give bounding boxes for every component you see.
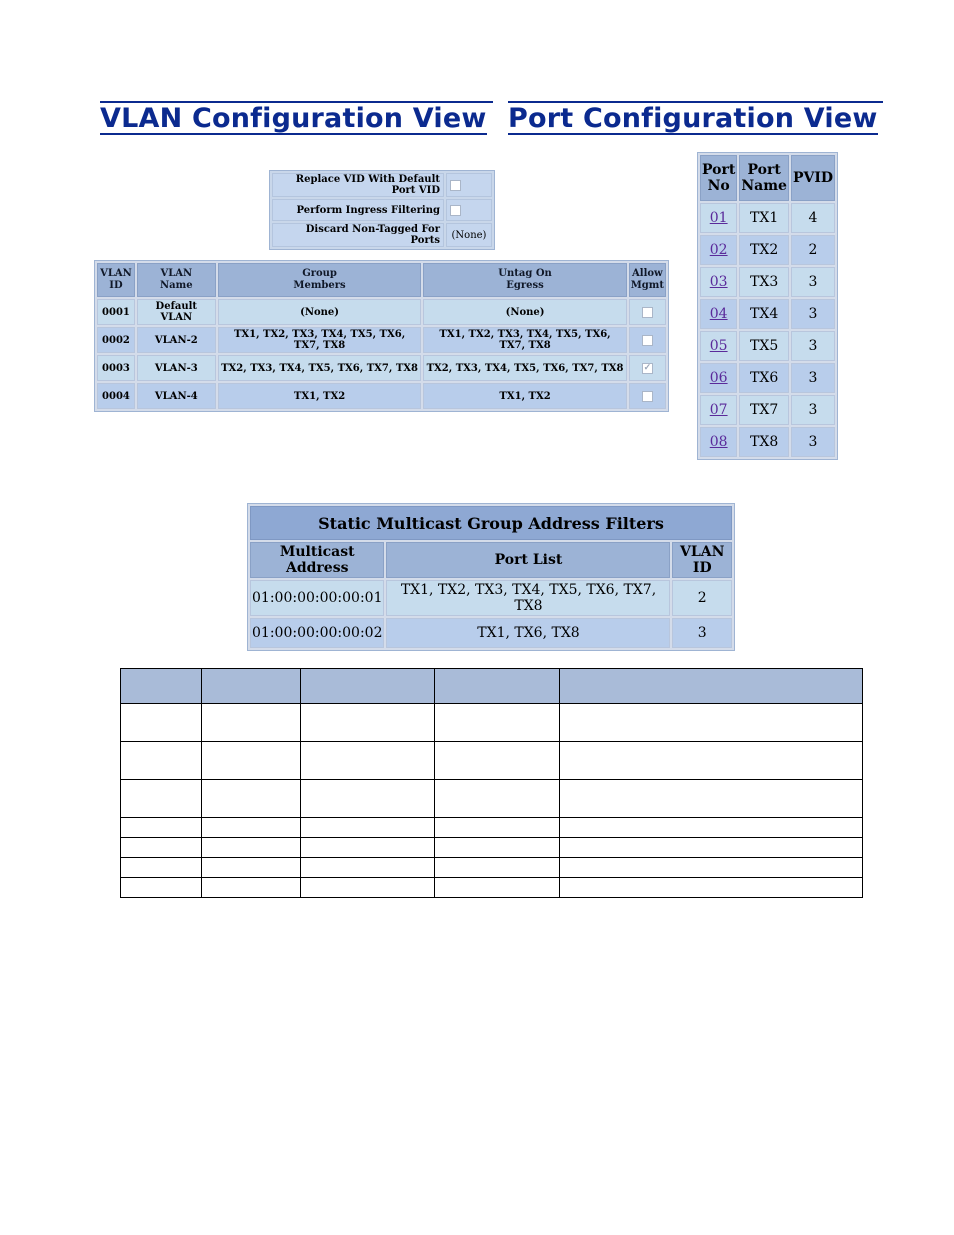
port-no-cell [700,235,737,265]
port-link[interactable]: 01 [709,210,728,226]
blank-row [121,838,863,858]
vlan-row[interactable] [97,383,666,409]
port-link[interactable]: 04 [709,306,728,322]
multicast-vlan-id: 3 [672,618,732,648]
allow-mgmt-checkbox[interactable] [642,307,653,318]
replace-vid-checkbox[interactable] [450,180,461,191]
port-pvid: 3 [791,395,835,425]
blank-row [121,858,863,878]
port-name: TX4 [739,299,789,329]
header-port-list: Port List [386,542,670,578]
blank-row [121,818,863,838]
blank-row [121,878,863,898]
vlan-members: (None) [218,299,422,325]
port-no-cell [700,331,737,361]
port-name: TX8 [739,427,789,457]
multicast-port-list: TX1, TX2, TX3, TX4, TX5, TX6, TX7, TX8 [386,580,670,616]
port-table-header [700,155,835,201]
blank-row [121,780,863,818]
vlan-name: VLAN-4 [137,383,216,409]
option-row [272,173,492,197]
vlan-name: Default VLAN [137,299,216,325]
blank-grid-header [121,669,863,704]
port-table [697,152,838,460]
multicast-address: 01:00:00:00:00:02 [250,618,384,648]
port-pvid: 2 [791,235,835,265]
port-pvid: 4 [791,203,835,233]
port-link[interactable]: 02 [709,242,728,258]
vlan-options-table [269,170,495,250]
port-pvid: 3 [791,299,835,329]
multicast-header-row [250,542,732,578]
multicast-vlan-id: 2 [672,580,732,616]
header-group-members: Group Members [218,263,422,297]
multicast-port-list: TX1, TX6, TX8 [386,618,670,648]
port-pvid: 3 [791,427,835,457]
vlan-untag: (None) [423,299,626,325]
ingress-filtering-checkbox[interactable] [450,205,461,216]
vlan-untag: TX1, TX2, TX3, TX4, TX5, TX6, TX7, TX8 [423,327,626,353]
option-row [272,199,492,221]
port-row [700,427,835,457]
header-vlan-id: VLAN ID [672,542,732,578]
port-row [700,395,835,425]
vlan-id: 0001 [97,299,135,325]
port-pvid: 3 [791,363,835,393]
blank-header-cell [301,669,435,704]
vlan-mgmt-cell [629,355,666,381]
port-row [700,363,835,393]
option-row [272,223,492,247]
port-no-cell [700,395,737,425]
ingress-filtering-label: Perform Ingress Filtering [272,199,444,221]
header-allow-mgmt: Allow Mgmt [629,263,666,297]
port-name: TX2 [739,235,789,265]
multicast-caption-row [250,506,732,540]
allow-mgmt-checkbox-checked[interactable]: ✓ [643,362,652,373]
header-untag-egress: Untag On Egress [423,263,626,297]
vlan-table-header [97,263,666,297]
allow-mgmt-checkbox[interactable] [642,391,653,402]
vlan-configuration-view-title [100,101,493,135]
discard-non-tagged-value: (None) [446,223,492,247]
port-link[interactable]: 08 [709,434,728,450]
port-name: TX3 [739,267,789,297]
multicast-row[interactable] [250,580,732,616]
port-pvid: 3 [791,267,835,297]
blank-header-cell [202,669,301,704]
vlan-row[interactable] [97,327,666,353]
port-no-cell [700,267,737,297]
port-name: TX7 [739,395,789,425]
multicast-filters-table [247,503,735,651]
port-pvid: 3 [791,331,835,361]
multicast-address: 01:00:00:00:00:01 [250,580,384,616]
vlan-configuration-view-label: VLAN Configuration View [100,103,487,134]
multicast-table-caption: Static Multicast Group Address Filters [250,506,732,540]
port-no-cell [700,363,737,393]
replace-vid-label: Replace VID With Default Port VID [272,173,444,197]
vlan-untag: TX2, TX3, TX4, TX5, TX6, TX7, TX8 [423,355,626,381]
header-multicast-address: Multicast Address [250,542,384,578]
blank-grid-table [120,668,863,898]
blank-header-cell [435,669,560,704]
port-row [700,331,835,361]
vlan-id: 0003 [97,355,135,381]
multicast-row[interactable] [250,618,732,648]
port-row [700,203,835,233]
port-no-cell [700,203,737,233]
vlan-name: VLAN-2 [137,327,216,353]
blank-header-cell [121,669,202,704]
port-link[interactable]: 05 [709,338,728,354]
vlan-members: TX2, TX3, TX4, TX5, TX6, TX7, TX8 [218,355,422,381]
port-name: TX6 [739,363,789,393]
header-vlan-name: VLAN Name [137,263,216,297]
port-configuration-view-title [508,101,883,135]
port-row [700,267,835,297]
port-name: TX5 [739,331,789,361]
port-link[interactable]: 07 [709,402,728,418]
port-row [700,235,835,265]
vlan-members: TX1, TX2 [218,383,422,409]
vlan-members: TX1, TX2, TX3, TX4, TX5, TX6, TX7, TX8 [218,327,422,353]
vlan-mgmt-cell [629,383,666,409]
discard-non-tagged-label: Discard Non-Tagged For Ports [272,223,444,247]
port-link[interactable]: 06 [709,370,728,386]
blank-header-cell [560,669,863,704]
allow-mgmt-checkbox[interactable] [642,335,653,346]
port-row [700,299,835,329]
replace-vid-cell [446,173,492,197]
header-port-name: Port Name [739,155,789,201]
header-port-no: Port No [700,155,737,201]
vlan-name: VLAN-3 [137,355,216,381]
header-pvid: PVID [791,155,835,201]
port-no-cell [700,299,737,329]
vlan-table [94,260,669,412]
vlan-row[interactable] [97,299,666,325]
vlan-row[interactable] [97,355,666,381]
port-no-cell [700,427,737,457]
ingress-filtering-cell [446,199,492,221]
vlan-mgmt-cell [629,299,666,325]
port-name: TX1 [739,203,789,233]
header-vlan-id: VLAN ID [97,263,135,297]
port-link[interactable]: 03 [709,274,728,290]
vlan-id: 0004 [97,383,135,409]
vlan-mgmt-cell [629,327,666,353]
blank-row [121,742,863,780]
blank-row [121,704,863,742]
vlan-untag: TX1, TX2 [423,383,626,409]
vlan-id: 0002 [97,327,135,353]
port-configuration-view-label: Port Configuration View [508,103,878,134]
